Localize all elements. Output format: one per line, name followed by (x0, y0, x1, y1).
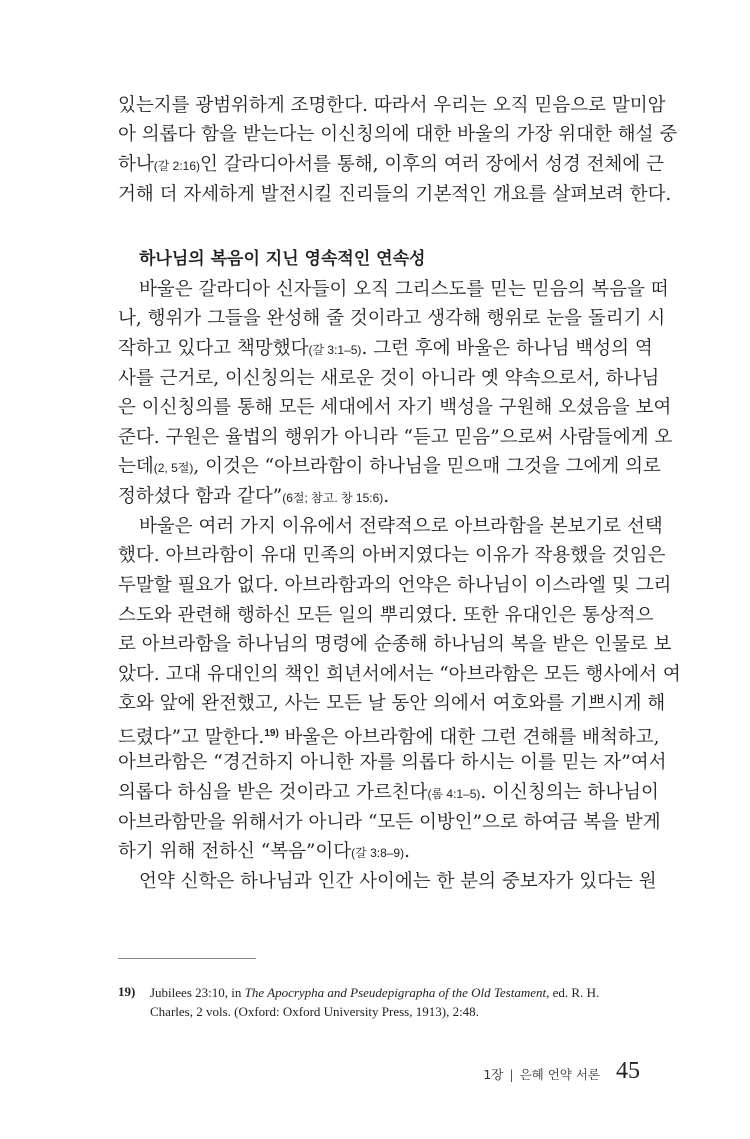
text-line: 호와 앞에 완전했고, 사는 모든 날 동안 의에서 여호와를 기쁘시게 해 (118, 693, 666, 714)
text-line: 은 이신칭의를 통해 모든 세대에서 자기 백성을 구원해 오셨음을 보여 (118, 397, 672, 418)
scripture-reference: (갈 3:1–5) (308, 343, 362, 357)
text-line: 의롭다 하심을 받은 것이라고 가르친다(롬 4:1–5). 이신칭의는 하나님이 (118, 782, 659, 803)
scripture-reference: (갈 3:8–9) (351, 846, 405, 860)
page-number: 45 (616, 1058, 640, 1084)
footnote-reference[interactable]: 19) (264, 728, 279, 739)
section-heading: 하나님의 복음이 지닌 영속적인 연속성 (139, 249, 426, 269)
text-line: 있는지를 광범위하게 조명한다. 따라서 우리는 오직 믿음으로 말미암 (118, 95, 666, 116)
text-line: 바울은 여러 가지 이유에서 전략적으로 아브라함을 본보기로 선택 (139, 516, 663, 537)
text-line: 사를 근거로, 이신칭의는 새로운 것이 아니라 옛 약속으로서, 하나님 (118, 368, 660, 389)
book-title: The Apocrypha and Pseudepigrapha of the Old Testament (244, 985, 547, 1000)
text-line: 바울은 갈라디아 신자들이 오직 그리스도를 믿는 믿음의 복음을 떠 (139, 279, 669, 300)
footnote-divider (118, 958, 256, 959)
text-line: 아 의롭다 함을 받는다는 이신칭의에 대한 바울의 가장 위대한 해설 중 (118, 124, 678, 145)
text-line: 정하셨다 함과 같다”(6절; 참고. 창 15:6). (118, 486, 390, 507)
text-line: 언약 신학은 하나님과 인간 사이에는 한 분의 중보자가 있다는 원 (139, 871, 657, 892)
text-line: 거해 더 자세하게 발전시킬 진리들의 기본적인 개요를 살펴보려 한다. (118, 184, 672, 205)
footnote-line: Jubilees 23:10, in The Apocrypha and Pseudepigrapha of the Old Testament, ed. R. H. (150, 985, 600, 1000)
scripture-reference: (롬 4:1–5) (427, 787, 481, 801)
text-line: 스도와 관련해 행하신 모든 일의 뿌리였다. 또한 유대인은 통상적으 (118, 605, 654, 626)
running-footer (483, 1066, 600, 1084)
text-line: 작하고 있다고 책망했다(갈 3:1–5). 그런 후에 바울은 하나님 백성의 역 (118, 338, 653, 359)
text-line: 했다. 아브라함이 유대 민족의 아버지였다는 이유가 작용했을 것임은 (118, 545, 666, 566)
text-line: 하나(갈 2:16)인 갈라디아서를 통해, 이후의 여러 장에서 성경 전체에 근 (118, 154, 664, 175)
text-line: 하기 위해 전하신 “복음”이다(갈 3:8–9). (118, 841, 410, 862)
text-line: 는데(2, 5절), 이것은 “아브라함이 하나님을 믿으매 그것을 그에게 의로 (118, 456, 661, 477)
chapter-title: 은혜 언약 서론 (519, 1067, 600, 1082)
text-line: 로 아브라함을 하나님의 명령에 순종해 하나님의 복을 받은 인물로 보 (118, 634, 672, 655)
scripture-reference: (갈 2:16) (153, 159, 201, 173)
text-line: 드렸다”고 말한다.$^{19)}$ 바울은 아브라함에 대한 그런 견해를 배척하고, (118, 727, 660, 749)
text-line: 아브라함만을 위해서가 아니라 “모든 이방인”으로 하여금 복을 받게 (118, 812, 661, 833)
text-line: 아브라함은 “경건하지 아니한 자를 의롭다 하시는 이를 믿는 자”여서 (118, 752, 667, 773)
text-line: 준다. 구원은 율법의 행위가 아니라 “듣고 믿음”으로써 사람들에게 오 (118, 427, 673, 448)
text-line: 두말할 필요가 없다. 아브라함과의 언약은 하나님이 이스라엘 및 그리 (118, 575, 672, 596)
chapter-label: 1장 (483, 1067, 504, 1082)
footnote-line: Charles, 2 vols. (Oxford: Oxford University Press, 1913), 2:48. (150, 1004, 479, 1019)
text-line: 나, 행위가 그들을 완성해 줄 것이라고 생각해 행위로 눈을 돌리기 시 (118, 308, 666, 329)
text-line: 았다. 고대 유대인의 책인 희년서에서는 “아브라함은 모든 행사에서 여 (118, 664, 681, 685)
verse-reference: (2, 5절) (153, 461, 194, 475)
scripture-reference: (6절; 참고. 창 15:6) (282, 491, 384, 505)
separator: | (509, 1067, 514, 1082)
footnote-number: 19) (118, 984, 136, 999)
